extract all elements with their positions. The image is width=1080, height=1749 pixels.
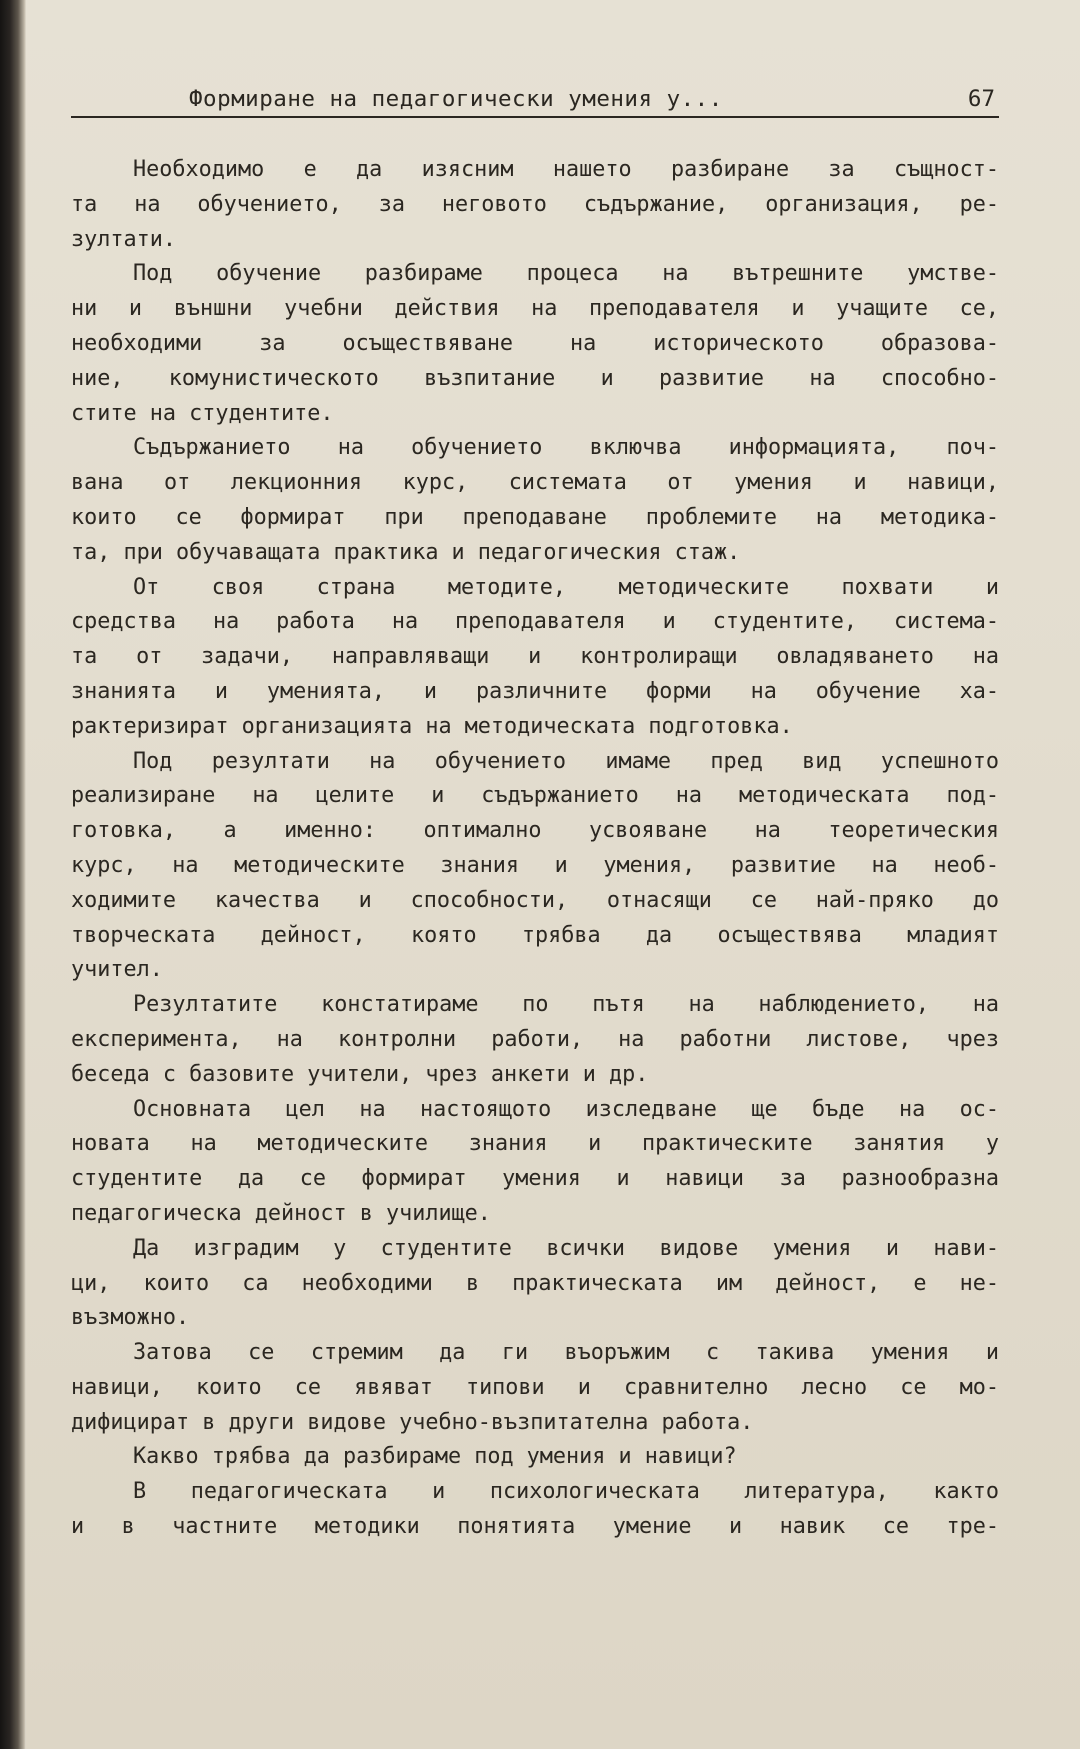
text-line: Резултатите констатираме по пътя на наблюдението, на [133,992,999,1018]
text-line: новата на методическите знания и практическите занятия у [71,1131,999,1157]
text-line: та на обучението, за неговото съдържание, организация, ре- [71,191,999,217]
text-line: творческата дейност, която трябва да осъществява младият [71,922,999,948]
text-line: Съдържанието на обучението включва информацията, поч- [133,435,999,461]
text-line: ние, комунистическото възпитание и развитие на способно- [71,365,999,391]
text-line: ци, които са необходими в практическата им дейност, е не- [71,1270,999,1296]
text-line: необходими за осъществяване на историческото образова- [71,330,999,356]
body-text [71,153,999,1545]
text-line: възможно. [71,1305,190,1331]
text-line: знанията и уменията, и различните форми на обучение ха- [71,678,999,704]
text-line: Какво трябва да разбираме под умения и навици? [133,1444,737,1470]
text-line: учител. [71,957,163,983]
text-line: От своя страна методите, методическите похвати и [133,574,999,600]
text-line: Под обучение разбираме процеса на вътрешните умстве- [133,261,999,287]
text-line: Да изградим у студентите всички видове умения и нави- [133,1235,999,1261]
book-spine-shadow [0,0,26,1749]
running-header [71,80,999,118]
header-title: Формиране на педагогически умения у... [189,86,723,112]
text-line: зултати. [71,226,176,252]
text-line: рактеризират организацията на методическата подготовка. [71,713,793,739]
text-line: В педагогическата и психологическата литература, както [133,1479,999,1505]
text-line: които се формират при преподаване проблемите на методика- [71,504,999,530]
text-line: и в частните методики понятията умение и навик се тре- [71,1514,999,1540]
text-line: студентите да се формират умения и навици за разнообразна [71,1166,999,1192]
text-line: Под резултати на обучението имаме пред вид успешното [133,748,999,774]
text-line: Затова се стремим да ги въоръжим с такива умения и [133,1340,999,1366]
page-number: 67 [967,86,995,112]
text-line: курс, на методическите знания и умения, развитие на необ- [71,852,999,878]
text-line: стите на студентите. [71,400,334,426]
text-line: педагогическа дейност в училище. [71,1200,491,1226]
text-line: беседа с базовите учители, чрез анкети и др. [71,1061,649,1087]
text-line: експеримента, на контролни работи, на работни листове, чрез [71,1026,999,1052]
text-line: реализиране на целите и съдържанието на методическата под- [71,783,999,809]
text-line: Основната цел на настоящото изследване ще бъде на ос- [133,1096,999,1122]
text-line: вана от лекционния курс, системата от умения и навици, [71,470,999,496]
book-page [26,0,1080,1749]
text-line: та, при обучаващата практика и педагогическия стаж. [71,539,741,565]
text-line: навици, които се явяват типови и сравнително лесно се мо- [71,1374,999,1400]
text-line: ходимите качества и способности, отнасящи се най-пряко до [71,887,999,913]
text-line: та от задачи, направляващи и контролиращи овладяването на [71,644,999,670]
text-line: готовка, а именно: оптимално усвояване на теоретическия [71,818,999,844]
text-line: ни и външни учебни действия на преподавателя и учащите се, [71,296,999,322]
text-line: дифицират в други видове учебно-възпитателна работа. [71,1409,754,1435]
text-line: средства на работа на преподавателя и студентите, система- [71,609,999,635]
text-line: Необходимо е да изясним нашето разбиране за същност- [133,157,999,182]
